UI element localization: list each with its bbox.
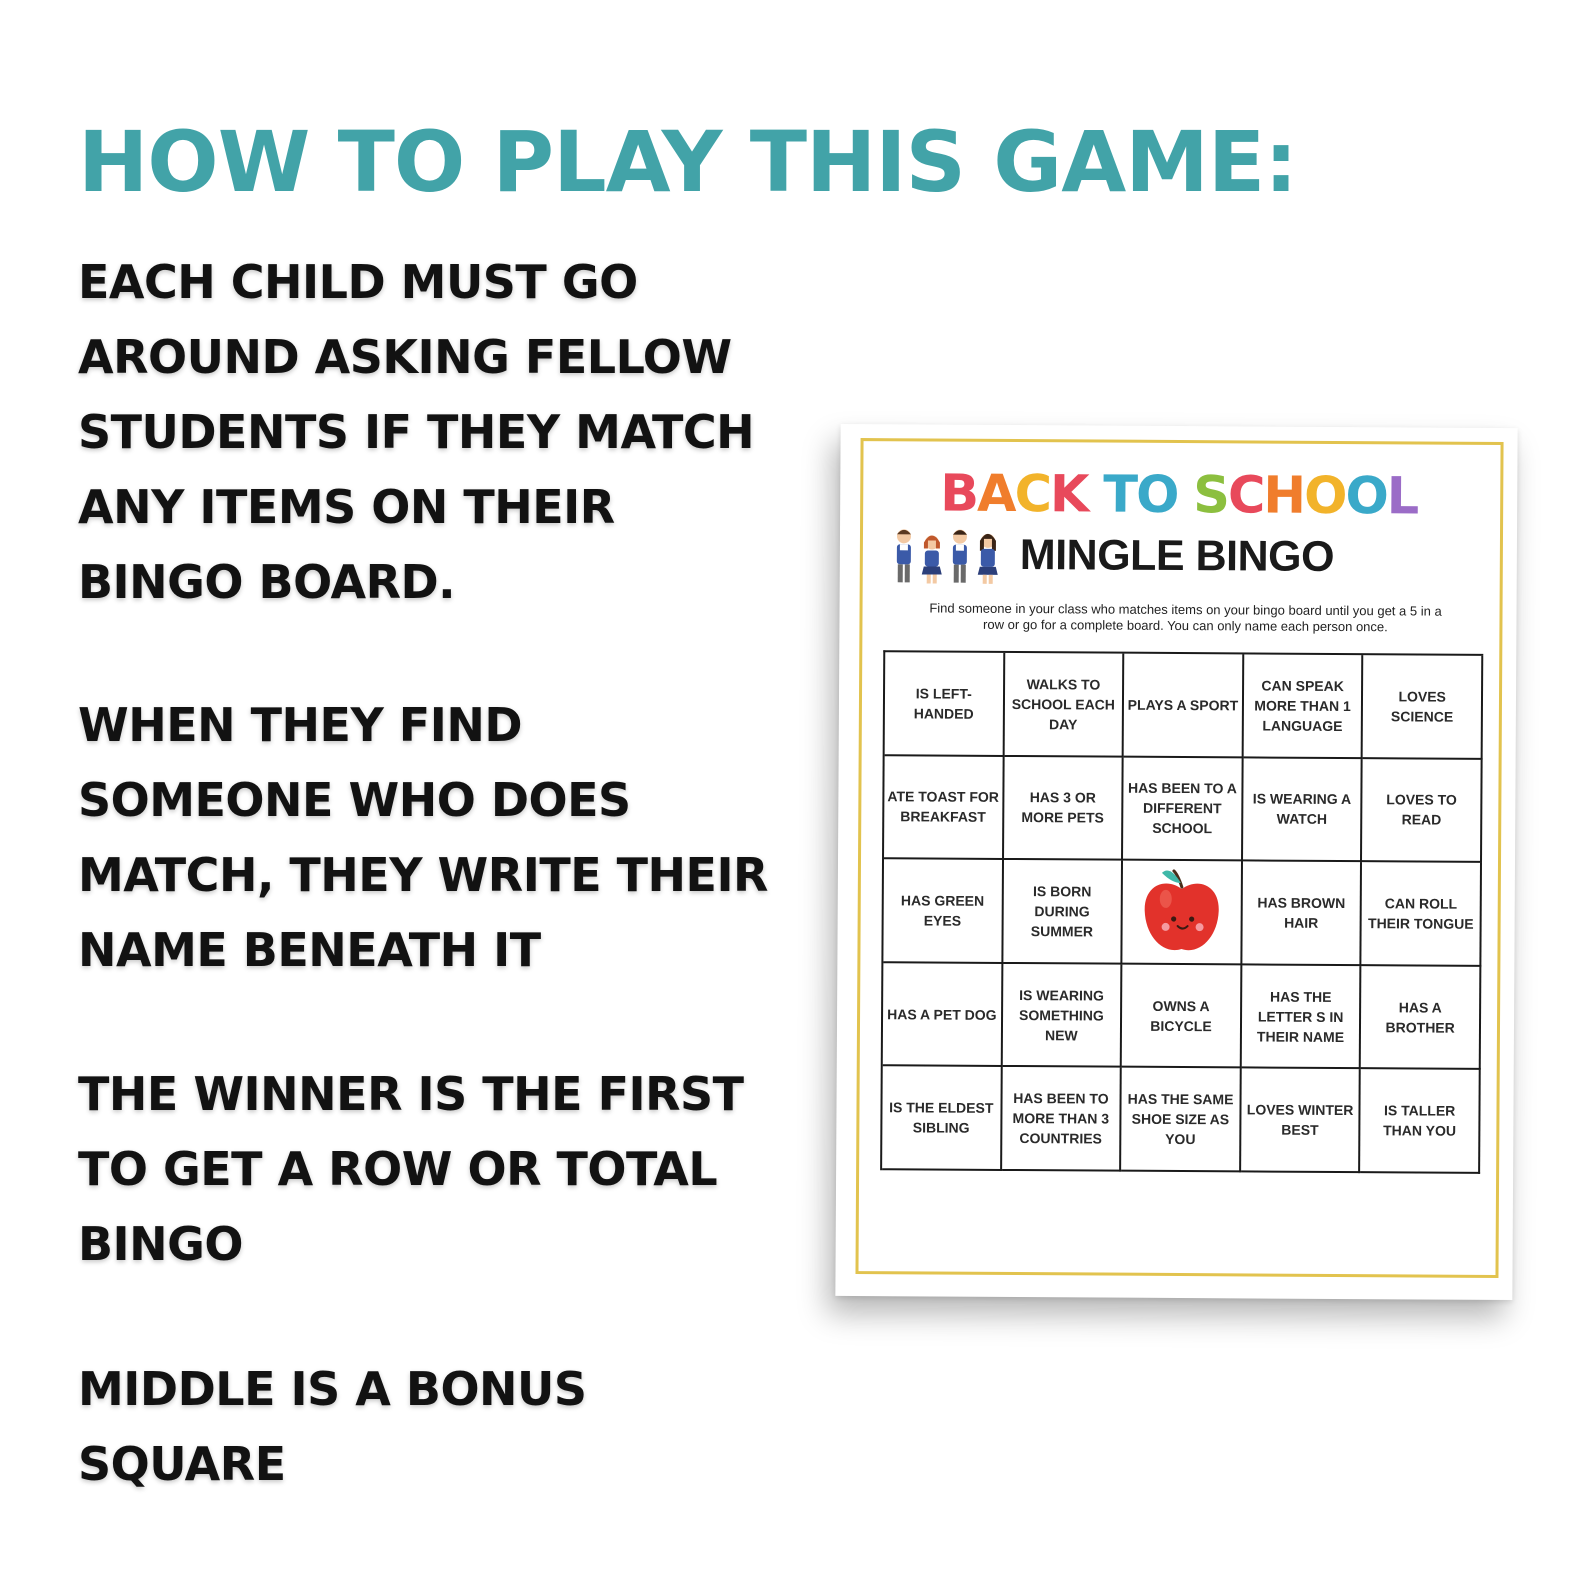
bingo-cell: WALKS TO SCHOOL EACH DAY xyxy=(1004,653,1124,757)
title-letter: O xyxy=(1135,465,1178,525)
bingo-cell: IS THE ELDEST SIBLING xyxy=(882,1067,1002,1171)
title-letter xyxy=(1087,465,1103,524)
bingo-cell: HAS THE SAME SHOE SIZE AS YOU xyxy=(1121,1068,1241,1172)
instruction-line: WHEN THEY FIND xyxy=(78,698,523,752)
sheet-title xyxy=(840,464,1517,528)
instruction-line: MIDDLE IS A BONUS xyxy=(78,1362,587,1416)
instruction-line: AROUND ASKING FELLOW xyxy=(78,330,732,384)
bingo-cell: LOVES WINTER BEST xyxy=(1241,1069,1361,1173)
title-letter: C xyxy=(1014,465,1051,525)
instruction-paragraph xyxy=(78,1057,838,1282)
sheet-subtitle: MINGLE BINGO xyxy=(1019,531,1335,581)
bingo-cell: HAS A BROTHER xyxy=(1361,966,1481,1070)
instruction-paragraph xyxy=(78,688,838,988)
bingo-cell: OWNS A BICYCLE xyxy=(1122,964,1242,1068)
title-letter: T xyxy=(1103,465,1137,525)
bingo-cell: LOVES SCIENCE xyxy=(1363,655,1483,759)
bingo-cell: CAN ROLL THEIR TONGUE xyxy=(1362,862,1482,966)
instruction-line: TO GET A ROW OR TOTAL xyxy=(78,1142,718,1196)
bingo-cell: HAS BROWN HAIR xyxy=(1242,862,1362,966)
instruction-line: SOMEONE WHO DOES xyxy=(78,773,631,827)
sheet-instructions xyxy=(885,600,1485,636)
bingo-grid xyxy=(880,650,1483,1174)
instruction-paragraph xyxy=(78,245,838,620)
instruction-line: THE WINNER IS THE FIRST xyxy=(78,1067,744,1121)
title-letter: A xyxy=(976,464,1015,525)
bingo-cell: PLAYS A SPORT xyxy=(1124,654,1244,758)
bingo-cell: HAS GREEN EYES xyxy=(883,859,1003,963)
instruction-line: SQUARE xyxy=(78,1437,286,1491)
title-letter: S xyxy=(1193,466,1229,526)
title-letter: K xyxy=(1049,465,1088,525)
instruction-line: BINGO BOARD. xyxy=(78,555,456,609)
instruction-line: BINGO xyxy=(78,1217,244,1271)
page-headline: HOW TO PLAY THIS GAME: xyxy=(78,113,1297,211)
bingo-cell: IS BORN DURING SUMMER xyxy=(1003,860,1123,964)
instruction-line: EACH CHILD MUST GO xyxy=(78,255,638,309)
students-illustration-icon xyxy=(890,524,1002,587)
bingo-sheet-preview xyxy=(835,424,1517,1300)
bingo-cell: HAS THE LETTER S IN THEIR NAME xyxy=(1242,965,1362,1069)
bingo-cell: IS WEARING A WATCH xyxy=(1243,758,1363,862)
bingo-cell: CAN SPEAK MORE THAN 1 LANGUAGE xyxy=(1243,654,1363,758)
sheet-instruction-line: row or go for a complete board. You can only name each person once. xyxy=(983,616,1388,635)
bingo-cell: HAS 3 OR MORE PETS xyxy=(1004,757,1124,861)
bingo-cell: LOVES TO READ xyxy=(1362,759,1482,863)
title-letter: B xyxy=(940,464,978,524)
instruction-line: STUDENTS IF THEY MATCH xyxy=(78,405,755,459)
title-letter: C xyxy=(1227,466,1264,526)
title-letter: O xyxy=(1303,466,1346,527)
apple-icon xyxy=(1135,863,1228,962)
bingo-cell: IS TALLER THAN YOU xyxy=(1360,1070,1480,1174)
bingo-cell: HAS A PET DOG xyxy=(883,963,1003,1067)
instruction-line: MATCH, THEY WRITE THEIR xyxy=(78,848,768,902)
title-letter: H xyxy=(1263,466,1305,526)
bingo-cell: HAS BEEN TO MORE THAN 3 COUNTRIES xyxy=(1002,1067,1122,1171)
instruction-line: NAME BENEATH IT xyxy=(78,923,541,977)
bingo-free-cell xyxy=(1123,861,1243,965)
instruction-paragraph xyxy=(78,1352,838,1502)
bingo-cell: ATE TOAST FOR BREAKFAST xyxy=(884,756,1004,860)
title-letter xyxy=(1177,466,1193,525)
bingo-cell: IS LEFT- HANDED xyxy=(885,652,1005,756)
bingo-cell: IS WEARING SOMETHING NEW xyxy=(1002,964,1122,1068)
instruction-line: ANY ITEMS ON THEIR xyxy=(78,480,615,534)
sheet-instruction-line: Find someone in your class who matches items on your bingo board until you get a 5 in a xyxy=(929,600,1442,619)
title-letter: O xyxy=(1345,467,1387,527)
bingo-cell: HAS BEEN TO A DIFFERENT SCHOOL xyxy=(1123,757,1243,861)
title-letter: L xyxy=(1386,467,1418,527)
